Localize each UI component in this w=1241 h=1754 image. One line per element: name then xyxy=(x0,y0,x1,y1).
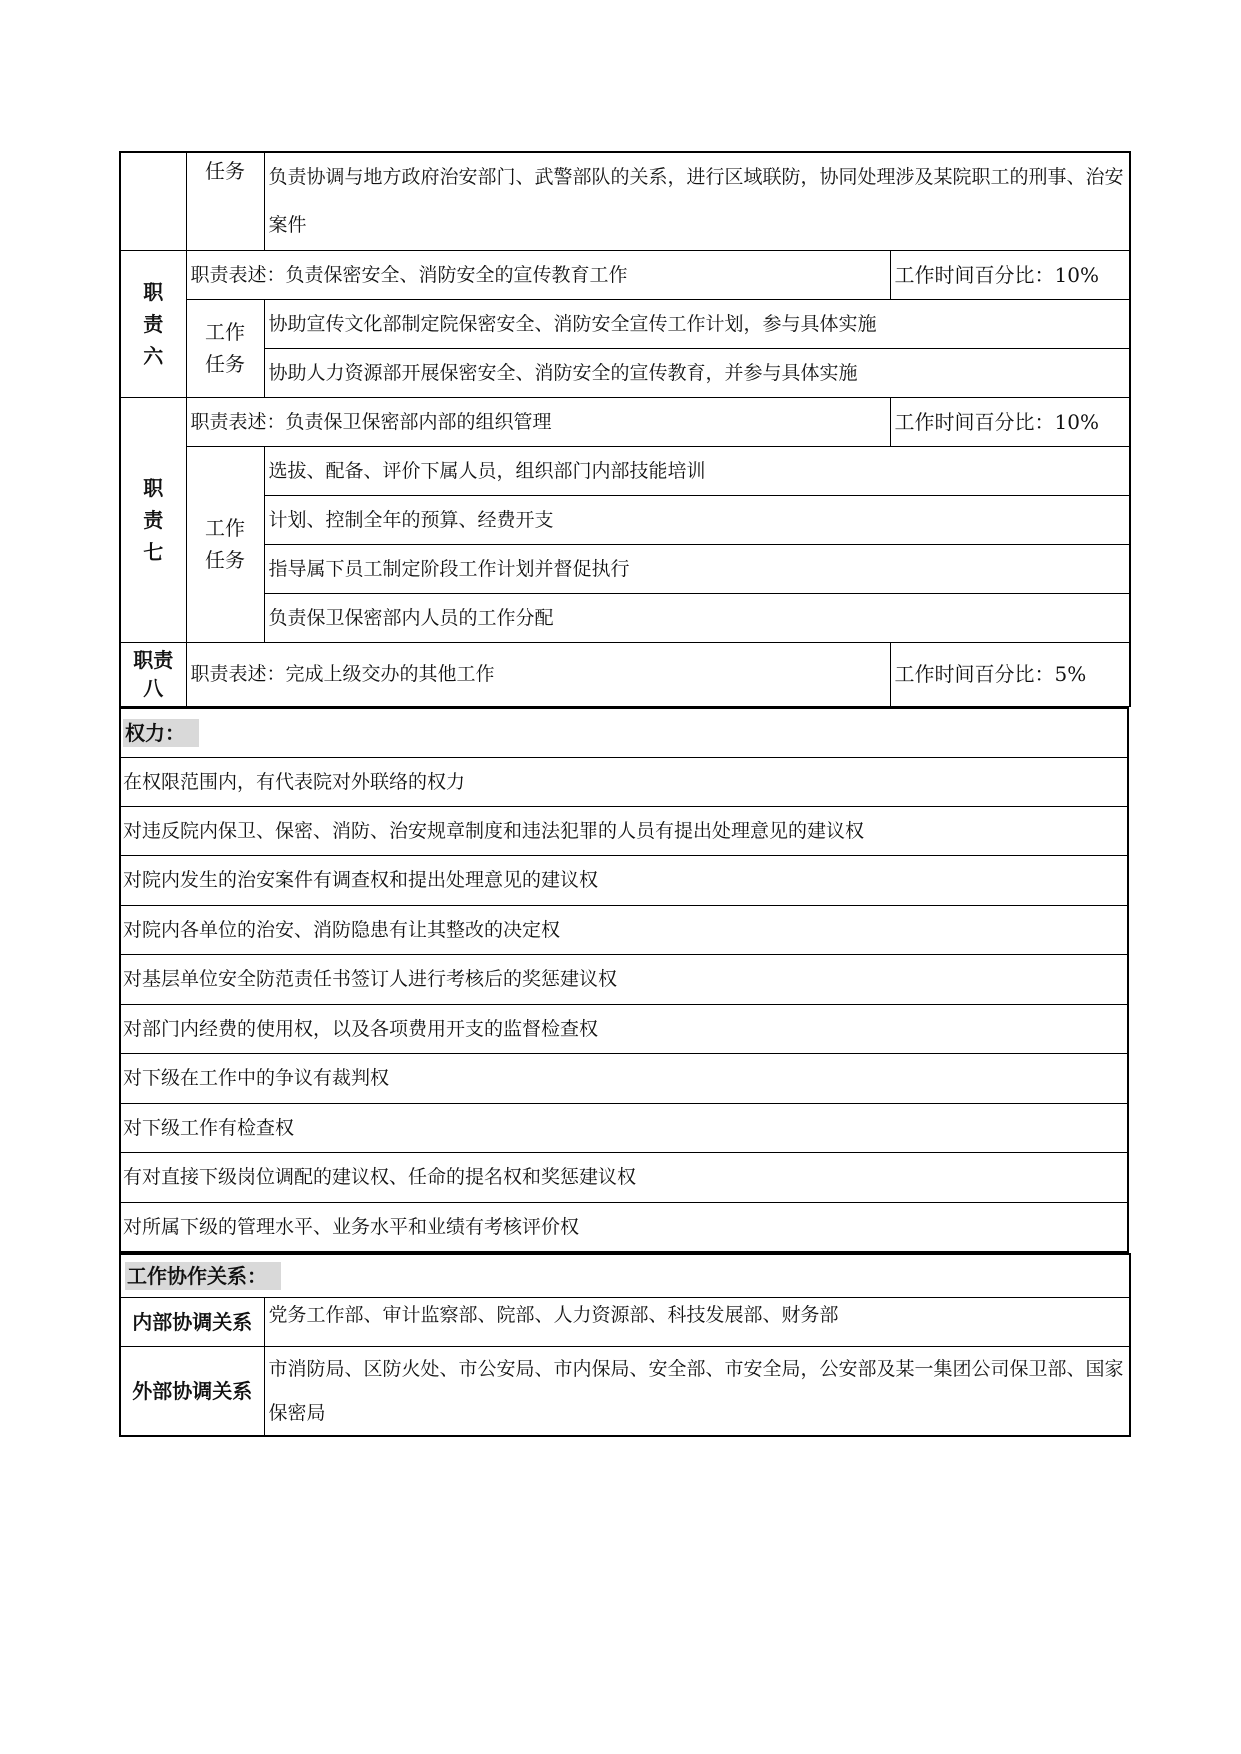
duty7-task-4: 负责保卫保密部内人员的工作分配 xyxy=(264,593,1130,642)
power-item: 对所属下级的管理水平、业务水平和业绩有考核评价权 xyxy=(120,1202,1128,1252)
duty7-percent: 工作时间百分比：10% xyxy=(890,397,1130,446)
duty8-label: 职责八 xyxy=(120,642,186,706)
power-item: 对院内各单位的治安、消防隐患有让其整改的决定权 xyxy=(120,905,1128,954)
duty6-task-1: 协助宣传文化部制定院保密安全、消防安全宣传工作计划，参与具体实施 xyxy=(264,299,1130,348)
duty8-statement: 职责表述：完成上级交办的其他工作 xyxy=(186,642,890,706)
duty7-task-label: 工作任务 xyxy=(186,446,264,642)
duty6-task-2: 协助人力资源部开展保密安全、消防安全的宣传教育，并参与具体实施 xyxy=(264,348,1130,397)
internal-coordination-text: 党务工作部、审计监察部、院部、人力资源部、科技发展部、财务部 xyxy=(264,1297,1130,1346)
duty-continued-label-cell xyxy=(120,152,186,250)
duty6-percent: 工作时间百分比：10% xyxy=(890,250,1130,299)
duty6-task-label: 工作任务 xyxy=(186,299,264,397)
cooperation-heading: 工作协作关系： xyxy=(120,1254,1130,1298)
duty7-task-3: 指导属下员工制定阶段工作计划并督促执行 xyxy=(264,544,1130,593)
duty7-task-2: 计划、控制全年的预算、经费开支 xyxy=(264,495,1130,544)
duties-table xyxy=(119,151,1131,707)
external-coordination-label: 外部协调关系 xyxy=(120,1346,264,1436)
job-description-page xyxy=(119,151,1129,1437)
power-item: 对下级工作有检查权 xyxy=(120,1103,1128,1152)
power-item: 在权限范围内，有代表院对外联络的权力 xyxy=(120,757,1128,806)
duty7-statement: 职责表述：负责保卫保密部内部的组织管理 xyxy=(186,397,890,446)
duty-continued-task-label: 任务 xyxy=(186,152,264,250)
duty-continued-task-text: 负责协调与地方政府治安部门、武警部队的关系，进行区域联防，协同处理涉及某院职工的刑事、治安案件 xyxy=(264,152,1130,250)
cooperation-table xyxy=(119,1253,1131,1437)
duty6-statement: 职责表述：负责保密安全、消防安全的宣传教育工作 xyxy=(186,250,890,299)
power-item: 对基层单位安全防范责任书签订人进行考核后的奖惩建议权 xyxy=(120,954,1128,1004)
power-item: 对违反院内保卫、保密、消防、治安规章制度和违法犯罪的人员有提出处理意见的建议权 xyxy=(120,806,1128,855)
power-item: 对院内发生的治安案件有调查权和提出处理意见的建议权 xyxy=(120,855,1128,905)
duty8-percent: 工作时间百分比：5% xyxy=(890,642,1130,706)
power-item: 对部门内经费的使用权，以及各项费用开支的监督检查权 xyxy=(120,1004,1128,1053)
power-item: 对下级在工作中的争议有裁判权 xyxy=(120,1053,1128,1103)
power-item: 有对直接下级岗位调配的建议权、任命的提名权和奖惩建议权 xyxy=(120,1152,1128,1202)
powers-table xyxy=(119,707,1129,1253)
duty7-task-1: 选拔、配备、评价下属人员，组织部门内部技能培训 xyxy=(264,446,1130,495)
duty7-label: 职责七 xyxy=(120,397,186,642)
duty6-label: 职责六 xyxy=(120,250,186,397)
internal-coordination-label: 内部协调关系 xyxy=(120,1297,264,1346)
powers-heading: 权力： xyxy=(120,708,1128,758)
external-coordination-text: 市消防局、区防火处、市公安局、市内保局、安全部、市安全局，公安部及某一集团公司保卫部、国家保密局 xyxy=(264,1346,1130,1436)
